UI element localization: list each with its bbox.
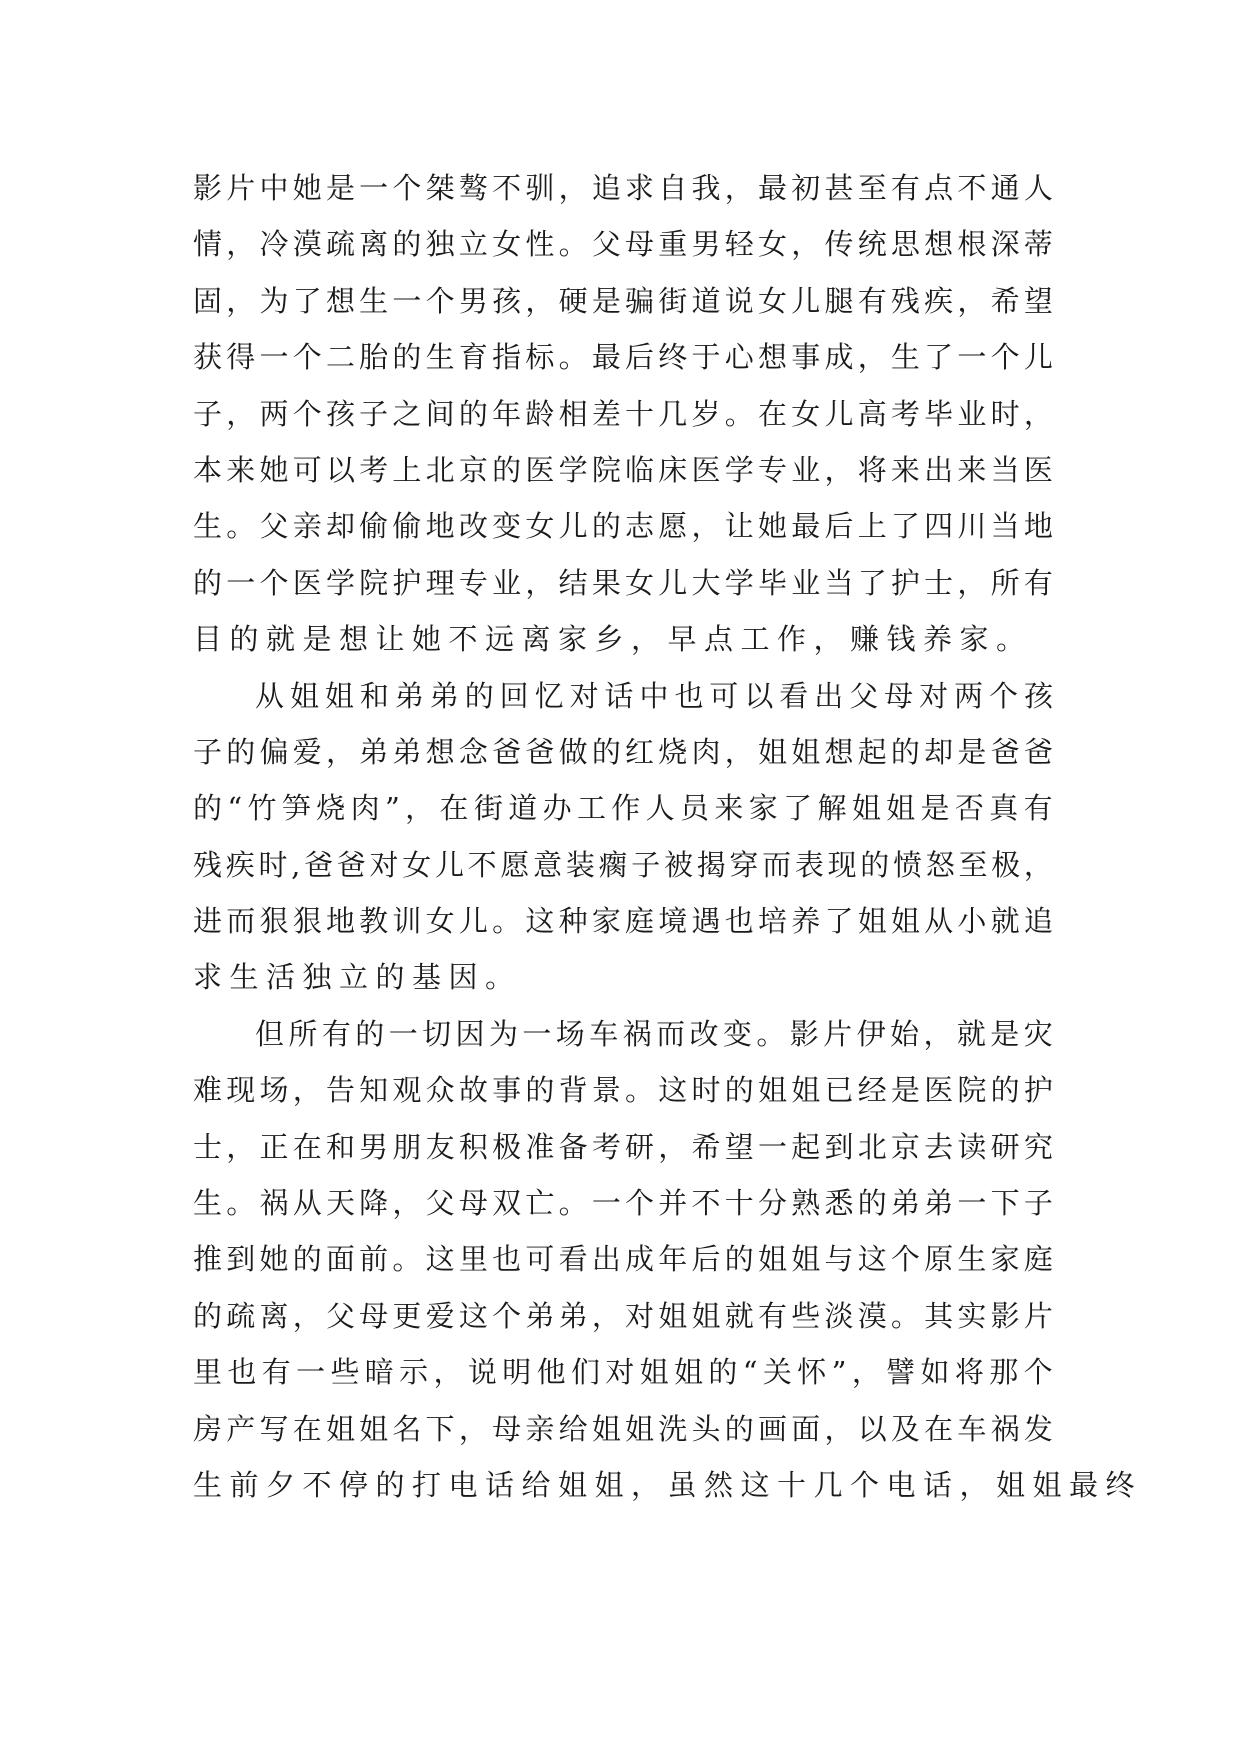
text-line: 士 ， 正 在 和 男 朋 友 积 极 准 备 考 研 ， 希 望 一 起 到 北 京 去 读 研 究 <box>193 1129 1053 1164</box>
text-line: 的 一 个 医 学 院 护 理 专 业 ， 结 果 女 儿 大 学 毕 业 当 了 护 士 ， 所 有 <box>193 565 1053 600</box>
text-line: 获 得 一 个 二 胎 的 生 育 指 标 。 最 后 终 于 心 想 事 成 ， 生 了 一 个 儿 <box>193 340 1053 375</box>
text-line: 生前夕不停的打电话给姐姐，虽然这十几个电话，姐姐最终 <box>193 1467 1143 1502</box>
text-line: 子 的 偏 爱 ， 弟 弟 想 念 爸 爸 做 的 红 烧 肉 ， 姐 姐 想 起 的 却 是 爸 爸 <box>193 734 1053 769</box>
text-line: 的 “ 竹 笋 烧 肉 ” ， 在 街 道 办 工 作 人 员 来 家 了 解 姐 姐 是 否 真 有 <box>193 791 1053 826</box>
text-line: 生 。 父 亲 却 偷 偷 地 改 变 女 儿 的 志 愿 ， 让 她 最 后 上 了 四 川 当 地 <box>193 509 1053 544</box>
text-line: 从 姐 姐 和 弟 弟 的 回 忆 对 话 中 也 可 以 看 出 父 母 对 两 个 孩 <box>255 678 1053 713</box>
text-line: 情 ， 冷 漠 疏 离 的 独 立 女 性 。 父 母 重 男 轻 女 ， 传 统 思 想 根 深 蒂 <box>193 227 1053 262</box>
text-line: 本 来 她 可 以 考 上 北 京 的 医 学 院 临 床 医 学 专 业 ， 将 来 出 来 当 医 <box>193 452 1053 487</box>
text-line: 固 ， 为 了 想 生 一 个 男 孩 ， 硬 是 骗 街 道 说 女 儿 腿 有 残 疾 ， 希 望 <box>193 283 1053 318</box>
text-line: 里 也 有 一 些 暗 示 ， 说 明 他 们 对 姐 姐 的 “ 关 怀 ” ， 譬 如 将 那 个 <box>193 1355 1053 1390</box>
paragraph <box>193 668 1053 1006</box>
body-text <box>193 160 1143 1513</box>
text-line: 残 疾 时 , 爸 爸 对 女 儿 不 愿 意 装 瘸 子 被 揭 穿 而 表 现 的 愤 怒 至 极 ， <box>193 847 1053 882</box>
text-line: 难 现 场 ， 告 知 观 众 故 事 的 背 景 。 这 时 的 姐 姐 已 经 是 医 院 的 护 <box>193 1073 1053 1108</box>
text-line: 推 到 她 的 面 前 。 这 里 也 可 看 出 成 年 后 的 姐 姐 与 这 个 原 生 家 庭 <box>193 1242 1053 1277</box>
paragraph <box>193 1006 1143 1514</box>
paragraph <box>193 160 1053 668</box>
text-line: 求生活独立的基因。 <box>193 960 522 995</box>
text-line: 但 所 有 的 一 切 因 为 一 场 车 祸 而 改 变 。 影 片 伊 始 ， 就 是 灾 <box>255 1016 1053 1051</box>
text-line: 子 ， 两 个 孩 子 之 间 的 年 龄 相 差 十 几 岁 。 在 女 儿 高 考 毕 业 时 ， <box>193 396 1053 431</box>
text-line: 影 片 中 她 是 一 个 桀 骜 不 驯 ， 追 求 自 我 ， 最 初 甚 至 有 点 不 通 人 <box>193 171 1053 205</box>
text-line: 房 产 写 在 姐 姐 名 下 ， 母 亲 给 姐 姐 洗 头 的 画 面 ， 以 及 在 车 祸 发 <box>193 1411 1053 1446</box>
text-line: 的 疏 离 ， 父 母 更 爱 这 个 弟 弟 ， 对 姐 姐 就 有 些 淡 漠 。 其 实 影 片 <box>193 1298 1053 1333</box>
text-line: 生 。 祸 从 天 降 ， 父 母 双 亡 。 一 个 并 不 十 分 熟 悉 的 弟 弟 一 下 子 <box>193 1186 1053 1221</box>
text-line: 目的就是想让她不远离家乡，早点工作，赚钱养家。 <box>193 622 1033 657</box>
text-line: 进 而 狠 狠 地 教 训 女 儿 。 这 种 家 庭 境 遇 也 培 养 了 姐 姐 从 小 就 追 <box>193 904 1053 939</box>
